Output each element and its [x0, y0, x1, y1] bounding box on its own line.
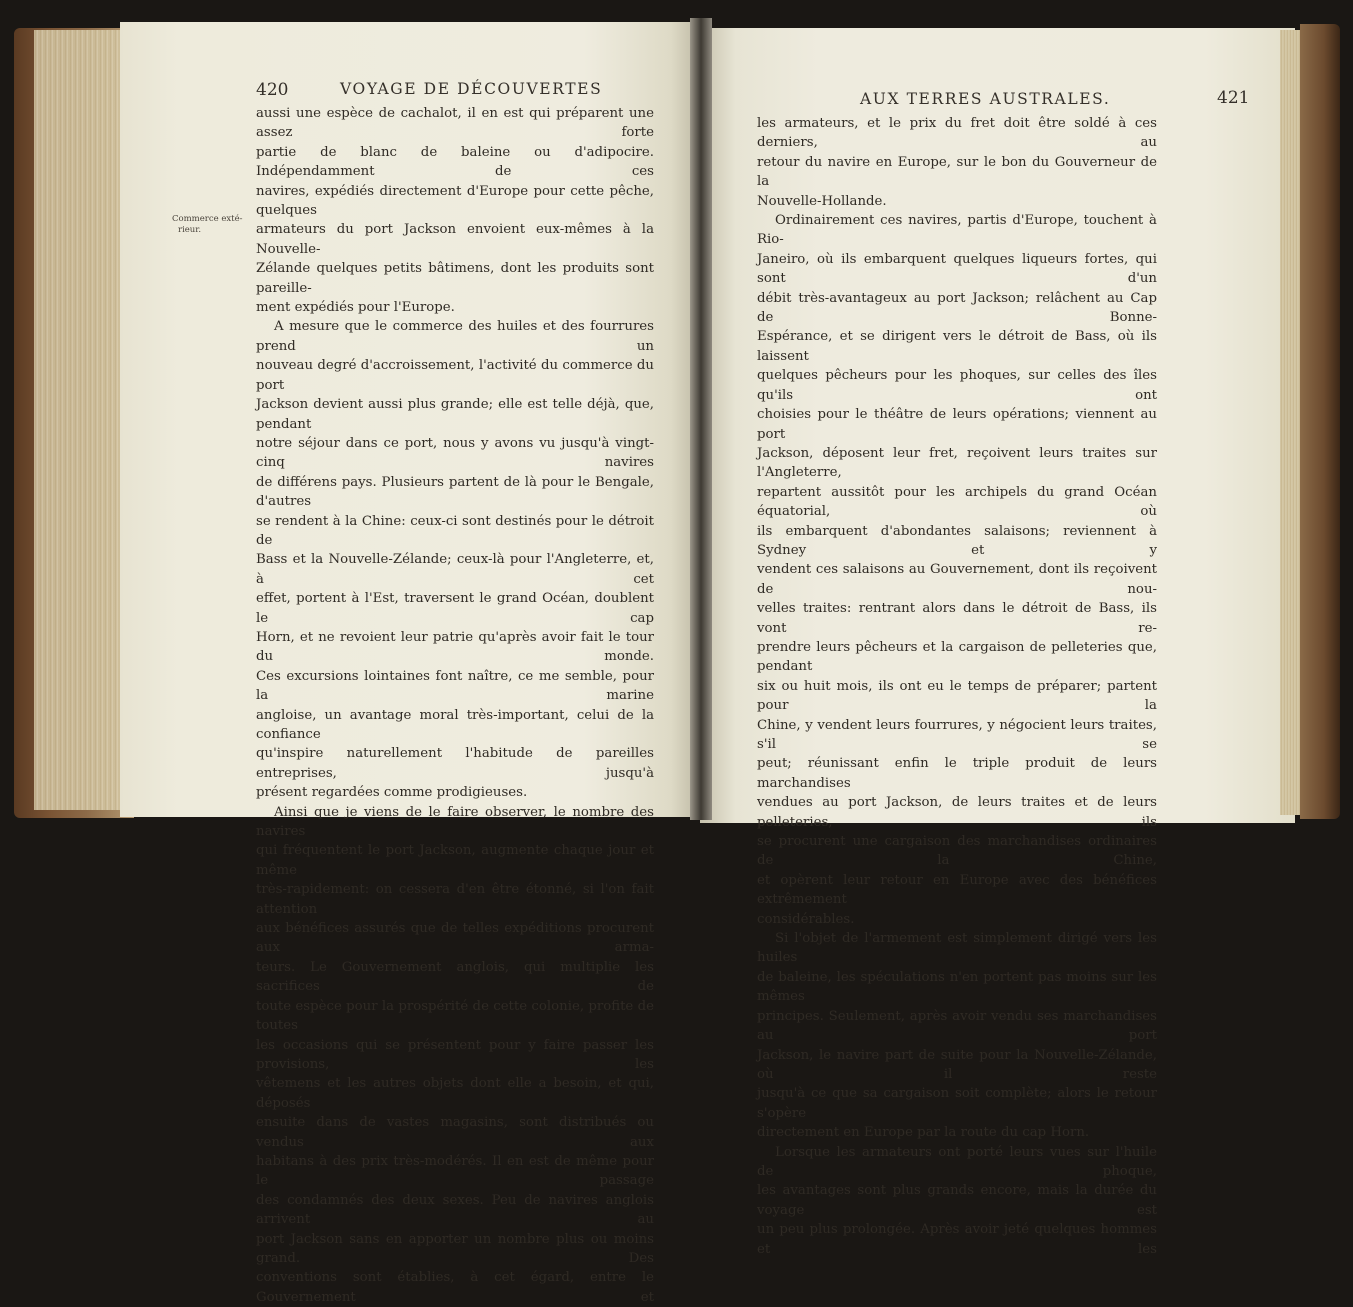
text-line: qu'inspire naturellement l'habitude de pareilles entreprises, jusqu'à — [256, 746, 654, 781]
text-line: un peu plus prolongée. Après avoir jeté quelques hommes et les — [757, 1222, 1157, 1257]
text-line: qui fréquentent le port Jackson, augmente chaque jour et même — [256, 843, 654, 878]
text-line: Janeiro, où ils embarquent quelques liqueurs fortes, qui sont d'un — [757, 251, 1157, 287]
text-line: effet, portent à l'Est, traversent le grand Océan, doublent le cap — [256, 591, 654, 626]
text-line: conventions sont établies, à cet égard, entre le Gouvernement et — [256, 1270, 654, 1305]
text-line: partie de blanc de baleine ou d'adipocire. Indépendamment de ces — [256, 144, 654, 180]
text-line: Nouvelle-Hollande. — [757, 193, 887, 209]
text-line: navires, expédiés directement d'Europe pour cette pêche, quelques — [256, 183, 654, 219]
text-line: considérables. — [757, 911, 855, 927]
text-line: les avantages sont plus grands encore, mais la durée du voyage est — [757, 1183, 1157, 1218]
text-line: port Jackson sans en apporter un nombre plus ou moins grand. Des — [256, 1231, 654, 1266]
text-line: Ces excursions lointaines font naître, ce me semble, pour la marine — [256, 668, 654, 704]
left-page-text — [256, 104, 654, 1307]
text-line: six ou huit mois, ils ont eu le temps de préparer; partent pour la — [757, 678, 1157, 714]
text-line: très-rapidement: on cessera d'en être étonné, si l'on fait attention — [256, 882, 654, 917]
text-line: velles traites: rentrant alors dans le détroit de Bass, ils vont re- — [757, 601, 1157, 636]
text-line: et opèrent leur retour en Europe avec des bénéfices extrêmement — [757, 872, 1157, 908]
book-gutter — [690, 18, 712, 820]
text-line: armateurs du port Jackson envoient eux-mêmes à la Nouvelle- — [256, 222, 654, 257]
text-line: jusqu'à ce que sa cargaison soit complète; alors le retour s'opère — [757, 1086, 1157, 1121]
text-line: notre séjour dans ce port, nous y avons vu jusqu'à vingt-cinq navires — [256, 435, 654, 471]
text-line: retour du navire en Europe, sur le bon du Gouverneur de la — [757, 154, 1157, 190]
text-line: vendent ces salaisons au Gouvernement, dont ils reçoivent de nou- — [757, 562, 1157, 597]
text-line: Jackson devient aussi plus grande; elle est telle déjà, que, pendant — [256, 397, 654, 432]
text-line: Espérance, et se dirigent vers le détroit de Bass, où ils laissent — [757, 329, 1157, 364]
right-page-text — [757, 114, 1157, 1259]
text-line: ils embarquent d'abondantes salaisons; reviennent à Sydney et y — [757, 523, 1157, 558]
text-line: peut; réunissant enfin le triple produit de leurs marchandises — [757, 756, 1157, 791]
text-line: se rendent à la Chine: ceux-ci sont destinés pour le détroit de — [256, 513, 654, 548]
text-line: des condamnés des deux sexes. Peu de navires anglois arrivent au — [256, 1192, 654, 1228]
text-line: Lorsque les armateurs ont porté leurs vues sur l'huile de phoque, — [757, 1144, 1157, 1179]
margin-note-line: Commerce exté- — [172, 214, 243, 224]
text-line: A mesure que le commerce des huiles et des fourrures prend un — [256, 319, 654, 354]
text-line: angloise, un avantage moral très-important, celui de la confiance — [256, 707, 654, 742]
text-line: quelques pêcheurs pour les phoques, sur celles des îles qu'ils ont — [757, 368, 1157, 403]
right-page-number: 421 — [1217, 88, 1250, 108]
margin-note — [172, 214, 252, 236]
text-line: Si l'objet de l'armement est simplement dirigé vers les huiles — [757, 931, 1157, 966]
right-running-head: AUX TERRES AUSTRALES. — [860, 90, 1111, 108]
text-line: nouveau degré d'accroissement, l'activité du commerce du port — [256, 358, 654, 393]
text-line: Ainsi que je viens de le faire observer, le nombre des navires — [256, 804, 654, 840]
text-line: Ordinairement ces navires, partis d'Europe, touchent à Rio- — [757, 213, 1157, 248]
text-line: vêtemens et les autres objets dont elle a besoin, et qui, déposés — [256, 1076, 654, 1111]
left-running-head: VOYAGE DE DÉCOUVERTES — [340, 80, 603, 98]
text-line: débit très-avantageux au port Jackson; relâchent au Cap de Bonne- — [757, 290, 1157, 326]
left-page-edges — [34, 30, 126, 810]
text-line: ment expédiés pour l'Europe. — [256, 300, 455, 316]
text-line: Horn, et ne revoient leur patrie qu'après avoir fait le tour du monde. — [256, 629, 654, 665]
text-line: directement en Europe par la route du cap Horn. — [757, 1125, 1090, 1141]
text-line: ensuite dans de vastes magasins, sont distribués ou vendus aux — [256, 1115, 654, 1150]
text-line: prendre leurs pêcheurs et la cargaison de pelleteries que, pendant — [757, 639, 1157, 675]
margin-note-line: rieur. — [178, 225, 202, 235]
text-line: Jackson, déposent leur fret, reçoivent leurs traites sur l'Angleterre, — [757, 445, 1157, 481]
text-line: présent regardées comme prodigieuses. — [256, 785, 528, 801]
left-page-number: 420 — [256, 80, 289, 100]
text-line: aussi une espèce de cachalot, il en est qui préparent une assez forte — [256, 106, 654, 141]
right-cover — [1300, 24, 1340, 819]
text-line: aux bénéfices assurés que de telles expéditions procurent aux arma- — [256, 921, 654, 956]
text-line: les occasions qui se présentent pour y faire passer les provisions, les — [256, 1037, 654, 1072]
text-line: vendues au port Jackson, de leurs traites et de leurs pelleteries, ils — [757, 795, 1157, 830]
text-line: Bass et la Nouvelle-Zélande; ceux-là pour l'Angleterre, et, à cet — [256, 552, 654, 587]
text-line: teurs. Le Gouvernement anglois, qui multiplie les sacrifices de — [256, 959, 654, 995]
text-line: de baleine, les spéculations n'en portent pas moins sur les mêmes — [757, 969, 1157, 1005]
text-line: Zélande quelques petits bâtimens, dont les produits sont pareille- — [256, 261, 654, 296]
text-line: toute espèce pour la prospérité de cette colonie, profite de toutes — [256, 998, 654, 1034]
text-line: se procurent une cargaison des marchandises ordinaires de la Chine, — [757, 834, 1157, 869]
text-line: les armateurs, et le prix du fret doit être soldé à ces derniers, au — [757, 116, 1157, 151]
text-line: Jackson, le navire part de suite pour la Nouvelle-Zélande, où il reste — [757, 1047, 1157, 1082]
text-line: principes. Seulement, après avoir vendu ses marchandises au port — [757, 1008, 1157, 1044]
text-line: habitans à des prix très-modérés. Il en est de même pour le passage — [256, 1153, 654, 1189]
text-line: Chine, y vendent leurs fourrures, y négocient leurs traites, s'il se — [757, 717, 1157, 752]
text-line: repartent aussitôt pour les archipels du grand Océan équatorial, où — [757, 484, 1157, 520]
text-line: choisies pour le théâtre de leurs opérations; viennent au port — [757, 407, 1157, 442]
text-line: de différens pays. Plusieurs partent de là pour le Bengale, d'autres — [256, 474, 654, 510]
